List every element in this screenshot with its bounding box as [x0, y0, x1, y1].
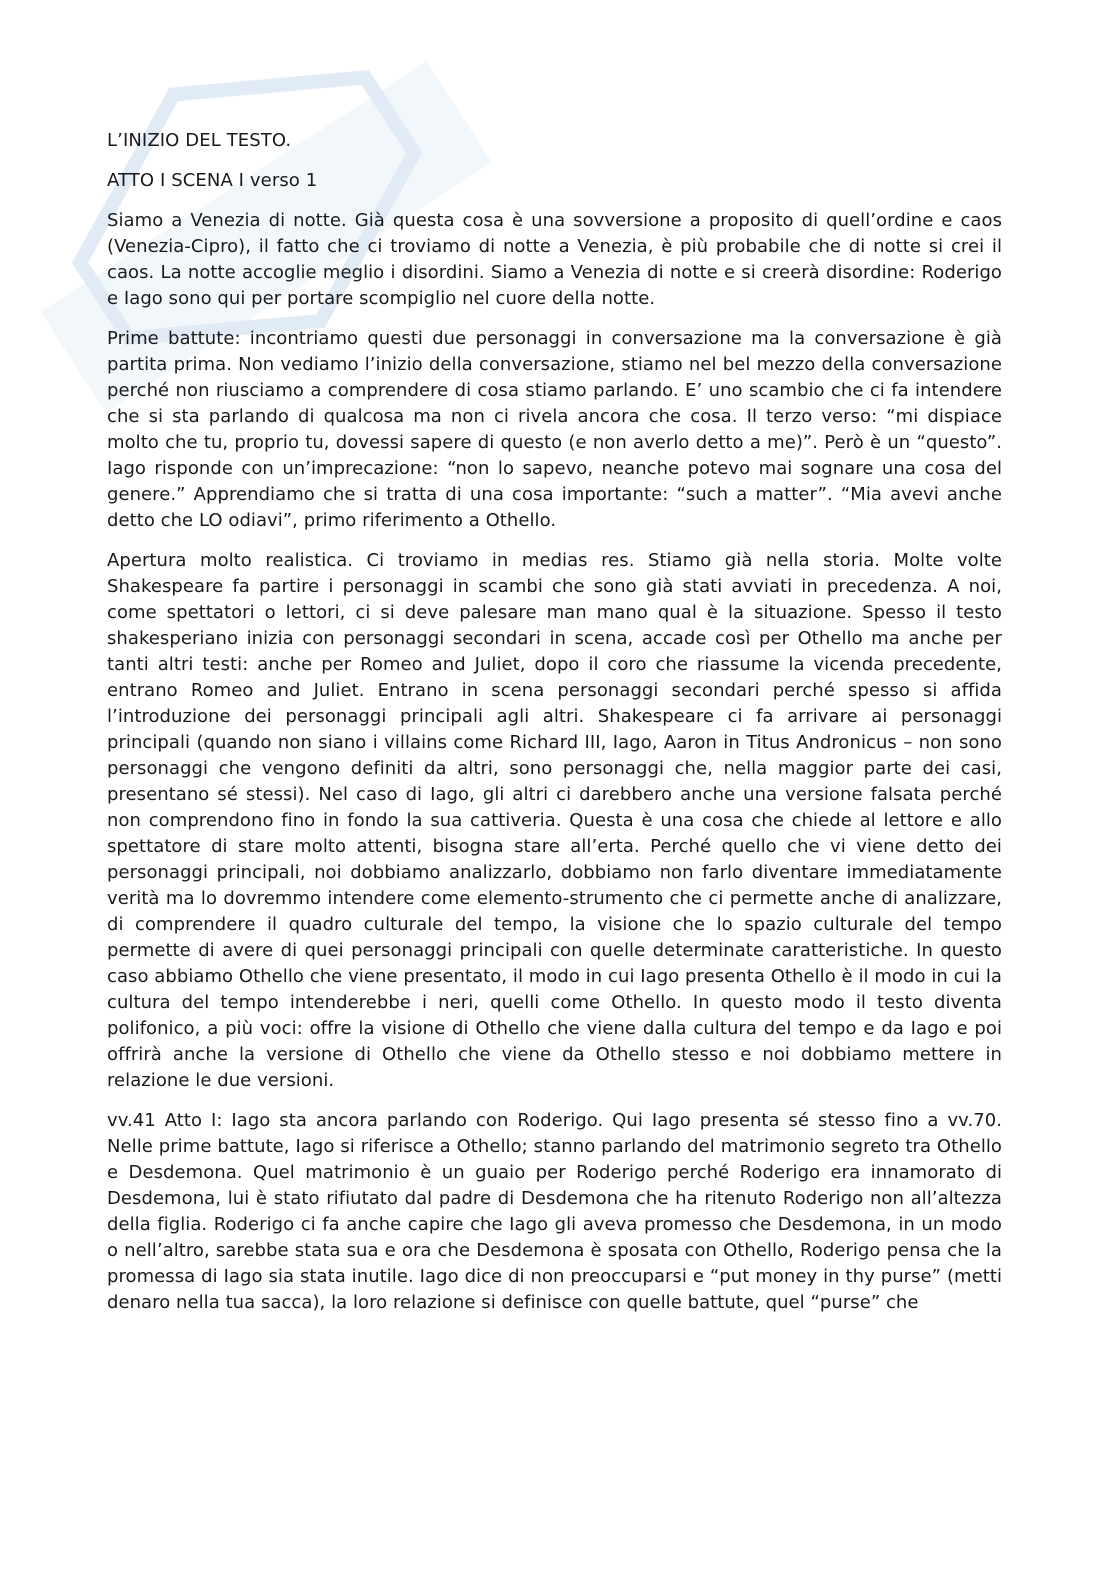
paragraph-3: Apertura molto realistica. Ci troviamo in medias res. Stiamo già nella storia. Molte volte Shakespeare fa partire i personaggi in scambi che sono già stati avviati in precedenza. A noi, come spettatori o lettori, ci si deve palesare man mano qual è la situazione. Spesso il testo shakesperiano inizia con personaggi secondari in scena, accade così per Othello ma anche per tanti altri testi: anche per Romeo and Juliet, dopo il coro che riassume la vicenda precedente, entrano Romeo and Juliet. Entrano in scena personaggi secondari perché spesso si affida l’introduzione dei personaggi principali agli altri. Shakespeare ci fa arrivare ai personaggi principali (quando non siano i villains come Richard III, Iago, Aaron in Titus Andronicus – non sono personaggi che vengono definiti da altri, sono personaggi che, nella maggior parte dei casi, presentano sé stessi). Nel caso di Iago, gli altri ci darebbero anche una versione falsata perché non comprendono fino in fondo la sua cattiveria. Questa è una cosa che chiede al lettore e allo spettatore di stare molto attenti, bisogna stare all’erta. Perché quello che vi viene detto dei personaggi principali, noi dobbiamo analizzarlo, dobbiamo non farlo diventare immediatamente verità ma lo dovremmo intendere come elemento-strumento che ci permette anche di analizzare, di comprendere il quadro culturale del tempo, la visione che lo spazio culturale del tempo permette di avere di quei personaggi principali con quelle determinate caratteristiche. In questo caso abbiamo Othello che viene presentato, il modo in cui Iago presenta Othello è il modo in cui la cultura del tempo intenderebbe i neri, quelli come Othello. In questo modo il testo diventa polifonico, a più voci: offre la visione di Othello che viene dalla cultura del tempo e da Iago e poi offrirà anche la versione di Othello che viene da Othello stesso e noi dobbiamo mettere in relazione le due versioni. — [107, 550, 1002, 1091]
document-body — [107, 128, 1002, 1330]
document-title: L’INIZIO DEL TESTO. — [107, 130, 292, 151]
paragraph-2: Prime battute: incontriamo questi due personaggi in conversazione ma la conversazione è già partita prima. Non vediamo l’inizio della conversazione, stiamo nel bel mezzo della conversazione perché non riusciamo a comprendere di cosa stiamo parlando. E’ uno scambio che ci fa intendere che si sta parlando di qualcosa ma non ci rivela ancora che cosa. Il terzo verso: “mi dispiace molto che tu, proprio tu, dovessi sapere di questo (e non averlo detto a me)”. Però è un “questo”. Iago risponde con un’imprecazione: “non lo sapevo, neanche potevo mai sognare una cosa del genere.” Apprendiamo che si tratta di una cosa importante: “such a matter”. “Mia avevi anche detto che LO odiavi”, primo riferimento a Othello. — [107, 328, 1002, 531]
document-subtitle: ATTO I SCENA I verso 1 — [107, 170, 318, 191]
paragraph-1: Siamo a Venezia di notte. Già questa cosa è una sovversione a proposito di quell’ordine e caos (Venezia-Cipro), il fatto che ci troviamo di notte a Venezia, è più probabile che di notte si crei il caos. La notte accoglie meglio i disordini. Siamo a Venezia di notte e si creerà disordine: Roderigo e Iago sono qui per portare scompiglio nel cuore della notte. — [107, 210, 1002, 309]
paragraph-4: vv.41 Atto I: Iago sta ancora parlando con Roderigo. Qui Iago presenta sé stesso fino a vv.70. Nelle prime battute, Iago si riferisce a Othello; stanno parlando del matrimonio segreto tra Othello e Desdemona. Quel matrimonio è un guaio per Roderigo perché Roderigo era innamorato di Desdemona, lui è stato rifiutato dal padre di Desdemona che ha ritenuto Roderigo non all’altezza della figlia. Roderigo ci fa anche capire che Iago gli aveva promesso che Desdemona, in un modo o nell’altro, sarebbe stata sua e ora che Desdemona è sposata con Othello, Roderigo pensa che la promessa di Iago sia stata inutile. Iago dice di non preoccuparsi e “put money in thy purse” (metti denaro nella tua sacca), la loro relazione si definisce con quelle battute, quel “purse” che — [107, 1110, 1002, 1313]
